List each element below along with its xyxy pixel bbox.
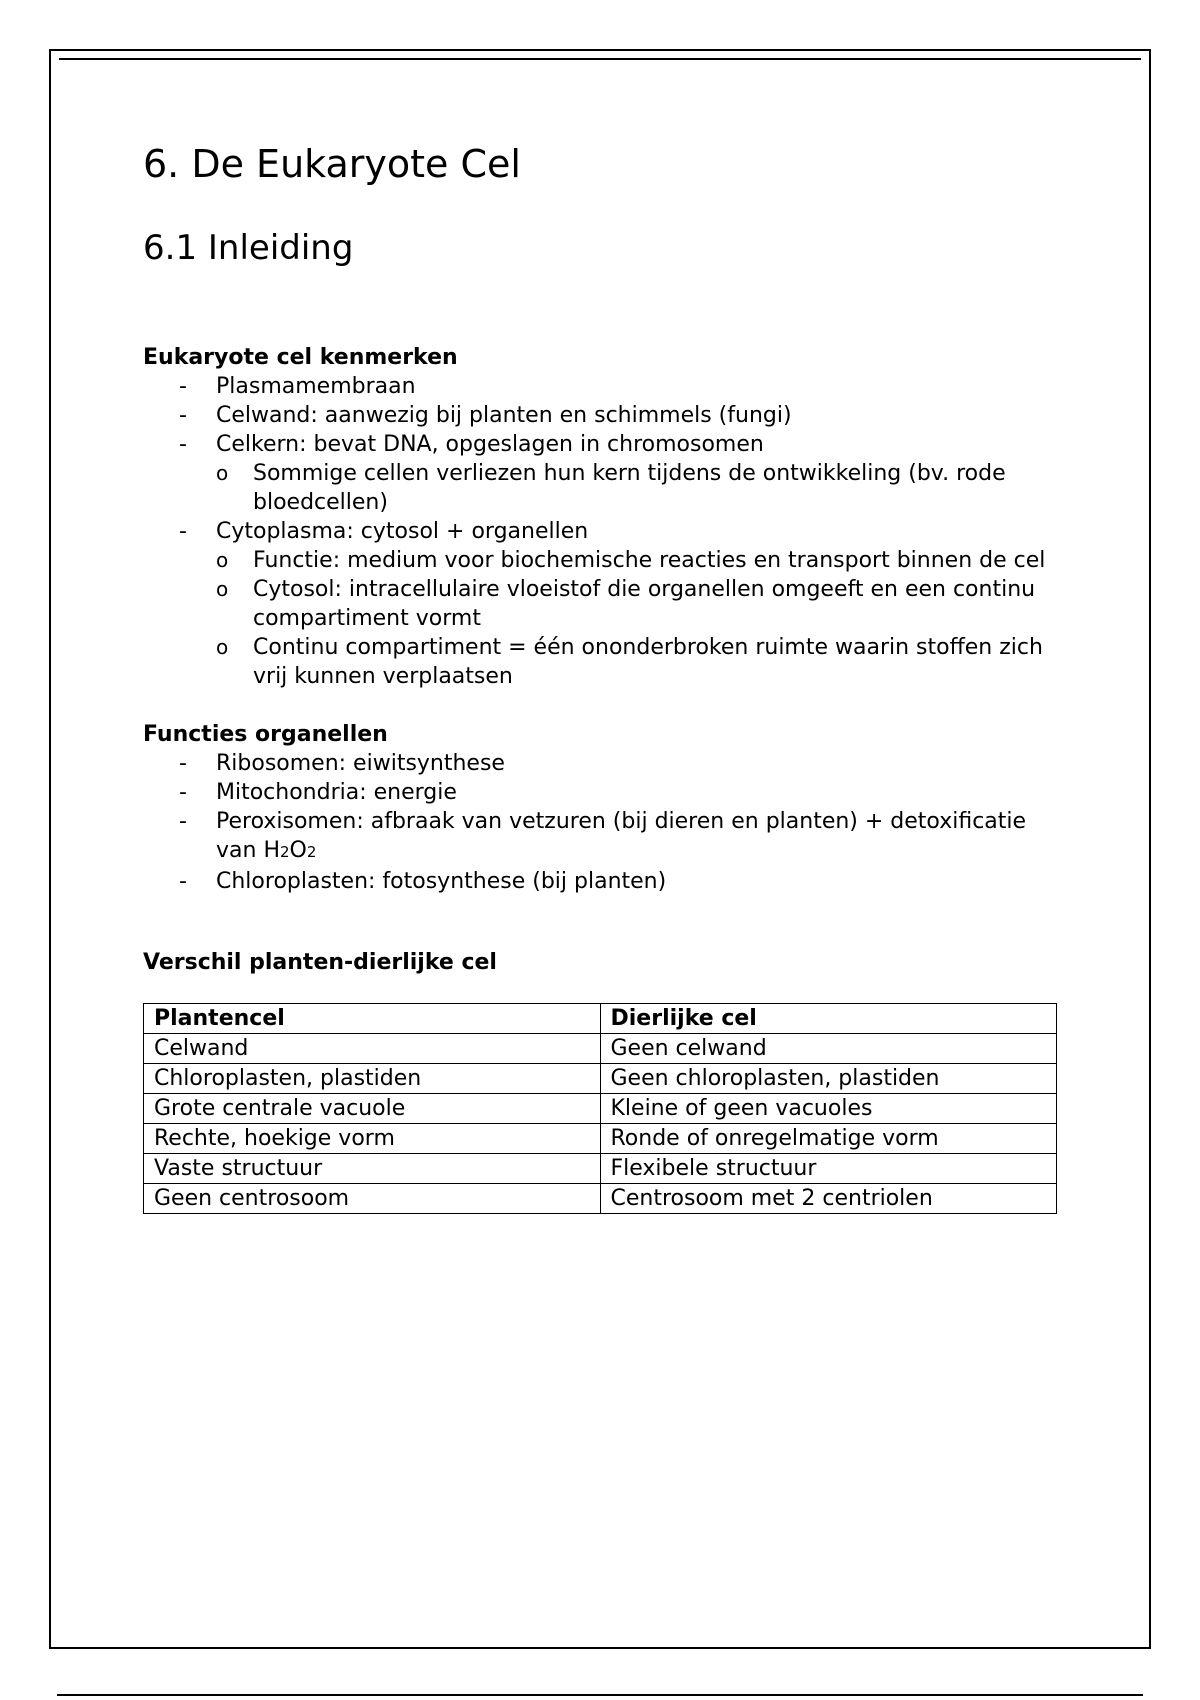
kenmerken-list xyxy=(143,372,1063,691)
list-item-text: Celwand: aanwezig bij planten en schimmels (fungi) xyxy=(216,403,792,428)
table-cell: Chloroplasten, plastiden xyxy=(144,1064,601,1094)
table-header-cell: Dierlijke cel xyxy=(600,1004,1057,1034)
list-item-text: Celkern: bevat DNA, opgeslagen in chromosomen xyxy=(216,432,764,457)
list-item xyxy=(143,430,1063,517)
dash-bullet: - xyxy=(179,751,187,776)
frame-top-rule xyxy=(59,58,1141,60)
list-item xyxy=(143,517,1063,691)
kenmerken-heading: Eukaryote cel kenmerken xyxy=(143,345,458,370)
sub-list-item-text: Sommige cellen verliezen hun kern tijdens de ontwikkeling (bv. rode bloedcellen) xyxy=(253,461,1006,515)
organellen-heading: Functies organellen xyxy=(143,722,388,747)
list-item xyxy=(143,372,1063,401)
list-item xyxy=(143,778,1063,807)
sub-list-item xyxy=(216,575,1063,633)
list-item xyxy=(143,807,1063,867)
sub-list-item-text: Functie: medium voor biochemische reacties en transport binnen de cel xyxy=(253,548,1046,573)
table-row xyxy=(144,1034,1057,1064)
table-cell: Geen centrosoom xyxy=(144,1184,601,1214)
dash-bullet: - xyxy=(179,780,187,805)
dash-bullet: - xyxy=(179,519,187,544)
page-title: 6. De Eukaryote Cel xyxy=(143,142,521,186)
document-content xyxy=(143,140,1063,1214)
sub-list-item xyxy=(216,633,1063,691)
list-item-text: Chloroplasten: fotosynthese (bij planten) xyxy=(216,869,667,894)
dash-bullet: - xyxy=(179,403,187,428)
list-item xyxy=(143,867,1063,896)
sub-list xyxy=(216,546,1063,691)
table-cell: Geen celwand xyxy=(600,1034,1057,1064)
comparison-table xyxy=(143,1003,1057,1214)
dash-bullet: - xyxy=(179,809,187,834)
table-row xyxy=(144,1064,1057,1094)
table-cell: Ronde of onregelmatige vorm xyxy=(600,1124,1057,1154)
circle-bullet: o xyxy=(216,635,229,659)
list-item-text: Cytoplasma: cytosol + organellen xyxy=(216,519,589,544)
sub-list-item xyxy=(216,459,1063,517)
dash-bullet: - xyxy=(179,374,187,399)
list-item-text: Ribosomen: eiwitsynthese xyxy=(216,751,505,776)
sub-list xyxy=(216,459,1063,517)
list-item xyxy=(143,749,1063,778)
circle-bullet: o xyxy=(216,548,229,572)
list-item xyxy=(143,401,1063,430)
dash-bullet: - xyxy=(179,432,187,457)
table-row xyxy=(144,1124,1057,1154)
table-header-row xyxy=(144,1004,1057,1034)
table-row xyxy=(144,1154,1057,1184)
circle-bullet: o xyxy=(216,461,229,485)
section-title: 6.1 Inleiding xyxy=(143,228,354,268)
verschil-heading: Verschil planten-dierlijke cel xyxy=(143,950,497,975)
table-cell: Vaste structuur xyxy=(144,1154,601,1184)
circle-bullet: o xyxy=(216,577,229,601)
list-item-text: Mitochondria: energie xyxy=(216,780,457,805)
sub-list-item-text: Cytosol: intracellulaire vloeistof die organellen omgeeft en een continu compartiment vormt xyxy=(253,577,1036,631)
table-header-cell: Plantencel xyxy=(144,1004,601,1034)
sub-list-item xyxy=(216,546,1063,575)
list-item-text: Peroxisomen: afbraak van vetzuren (bij dieren en planten) + detoxificatie van xyxy=(216,809,1027,863)
chemical-formula: H2O2 xyxy=(263,838,317,863)
list-item-text: Plasmamembraan xyxy=(216,374,416,399)
table-cell: Kleine of geen vacuoles xyxy=(600,1094,1057,1124)
table-cell: Centrosoom met 2 centriolen xyxy=(600,1184,1057,1214)
dash-bullet: - xyxy=(179,869,187,894)
table-cell: Grote centrale vacuole xyxy=(144,1094,601,1124)
table-row xyxy=(144,1184,1057,1214)
table-cell: Geen chloroplasten, plastiden xyxy=(600,1064,1057,1094)
table-cell: Celwand xyxy=(144,1034,601,1064)
organellen-list xyxy=(143,749,1063,896)
table-cell: Rechte, hoekige vorm xyxy=(144,1124,601,1154)
table-row xyxy=(144,1094,1057,1124)
footer-rule xyxy=(57,1694,1143,1696)
table-cell: Flexibele structuur xyxy=(600,1154,1057,1184)
sub-list-item-text: Continu compartiment = één ononderbroken ruimte waarin stoffen zich vrij kunnen verplaatsen xyxy=(253,635,1043,689)
